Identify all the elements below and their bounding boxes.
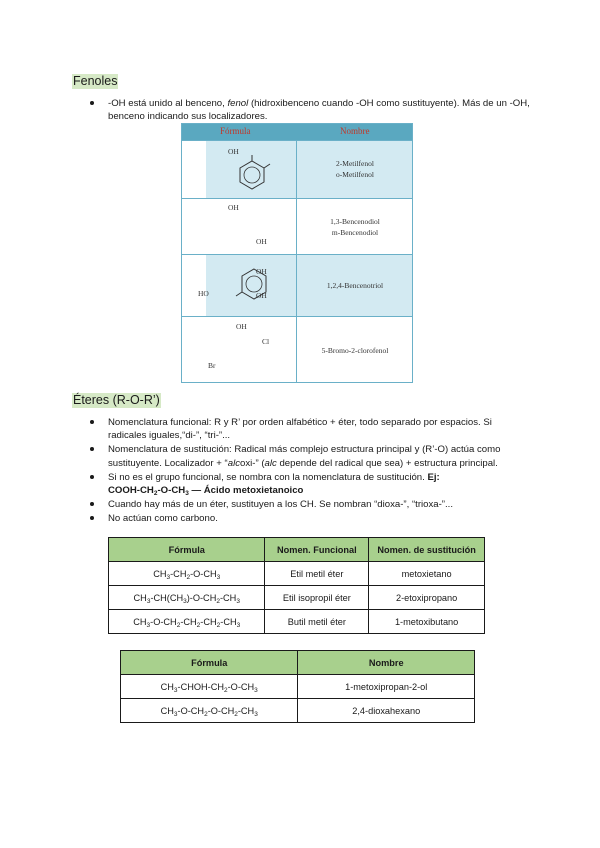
column-header: Fórmula bbox=[109, 538, 265, 562]
substitution-name-cell: 2-etoxipropano bbox=[369, 586, 485, 610]
image-table-row bbox=[182, 254, 412, 317]
formula-cell: $CH_3-O-CH_2-CH_2-CH_2-CH_3$ bbox=[109, 610, 265, 634]
formula-cell: $CH_3-O-CH_2-O-CH_2-CH_3$ bbox=[121, 699, 298, 723]
table-row bbox=[121, 699, 475, 723]
compound-name: 2-Metilfenol bbox=[336, 159, 374, 168]
table-row bbox=[109, 610, 485, 634]
image-table-row bbox=[182, 198, 412, 255]
image-table-row bbox=[182, 140, 412, 199]
table-row bbox=[109, 586, 485, 610]
molecule-label: HO bbox=[198, 289, 209, 298]
molecule-label: OH bbox=[236, 322, 247, 331]
molecule-label: OH bbox=[256, 291, 267, 300]
phenol-structures-image bbox=[181, 123, 413, 383]
table-header-row bbox=[121, 651, 475, 675]
substitution-name-cell: metoxietano bbox=[369, 562, 485, 586]
list-item: Nomenclatura funcional: R y R’ por orden alfabético + éter, todo separado por espacios. Si radicales iguales,“di-”, “tri-”... bbox=[90, 416, 530, 442]
table-row bbox=[109, 562, 485, 586]
image-table-header-formula: Fórmula bbox=[220, 126, 251, 136]
molecule-label: OH bbox=[256, 267, 267, 276]
table-row bbox=[121, 675, 475, 699]
list-item: Cuando hay más de un éter, sustituyen a los CH. Se nombran “dioxa-”, “trioxa-”... bbox=[90, 498, 530, 511]
ethers-names-table bbox=[120, 650, 475, 723]
eteres-bullets bbox=[90, 416, 530, 527]
section-heading-fenoles: Fenoles bbox=[73, 74, 118, 88]
column-header: Nomen. Funcional bbox=[265, 538, 369, 562]
molecule-label: OH bbox=[228, 147, 239, 156]
molecule-label: Cl bbox=[262, 337, 270, 346]
section-heading-eteres: Éteres (R-O-R’) bbox=[73, 393, 160, 407]
list-item: -OH está unido al benceno, fenol (hidroxibenceno cuando -OH como sustituyente). Más de un -OH, benceno indicando sus localizadores. bbox=[90, 97, 530, 123]
fenoles-bullets bbox=[90, 97, 530, 124]
functional-name-cell: Etil metil éter bbox=[265, 562, 369, 586]
benzene-ring-icon bbox=[232, 263, 276, 307]
image-table-row bbox=[182, 316, 412, 383]
compound-name-alt: o-Metilfenol bbox=[336, 170, 374, 179]
molecule-label: OH bbox=[228, 203, 239, 212]
formula-cell: $CH_3-CHOH-CH_2-O-CH_3$ bbox=[121, 675, 298, 699]
table-header-row bbox=[109, 538, 485, 562]
formula-cell: $CH_3-CH(CH_3)-O-CH_2-CH_3$ bbox=[109, 586, 265, 610]
column-header: Nombre bbox=[298, 651, 475, 675]
molecule-label: Br bbox=[208, 361, 216, 370]
image-table-header-name: Nombre bbox=[340, 126, 370, 136]
column-header: Fórmula bbox=[121, 651, 298, 675]
list-item: No actúan como carbono. bbox=[90, 512, 530, 525]
formula-cell: $CH_3-CH_2-O-CH_3$ bbox=[109, 562, 265, 586]
functional-name-cell: Etil isopropil éter bbox=[265, 586, 369, 610]
compound-name: 1,2,4-Bencenotriol bbox=[326, 281, 384, 290]
compound-name: 5-Bromo-2-clorofenol bbox=[321, 346, 389, 355]
name-cell: 2,4-dioxahexano bbox=[298, 699, 475, 723]
list-item: Nomenclatura de sustitución: Radical más complejo estructura principal y (R’-O) actúa como sustituyente. Localizador + “alcoxi-” (alc depende del radical que sea) + estructura principal. bbox=[90, 443, 530, 469]
name-cell: 1-metoxipropan-2-ol bbox=[298, 675, 475, 699]
compound-name-alt: m-Bencenodiol bbox=[331, 228, 379, 237]
column-header: Nomen. de sustitución bbox=[369, 538, 485, 562]
molecule-label: OH bbox=[256, 237, 267, 246]
ethers-nomenclature-table bbox=[108, 537, 485, 634]
functional-name-cell: Butil metil éter bbox=[265, 610, 369, 634]
substitution-name-cell: 1-metoxibutano bbox=[369, 610, 485, 634]
benzene-ring-icon bbox=[232, 155, 272, 193]
image-table-header bbox=[182, 124, 412, 140]
list-item: Si no es el grupo funcional, se nombra con la nomenclatura de sustitución. Ej: COOH-$CH_2-O-CH_3$ — Ácido metoxietanoico bbox=[90, 471, 530, 497]
compound-name: 1,3-Bencenodiol bbox=[330, 217, 380, 226]
